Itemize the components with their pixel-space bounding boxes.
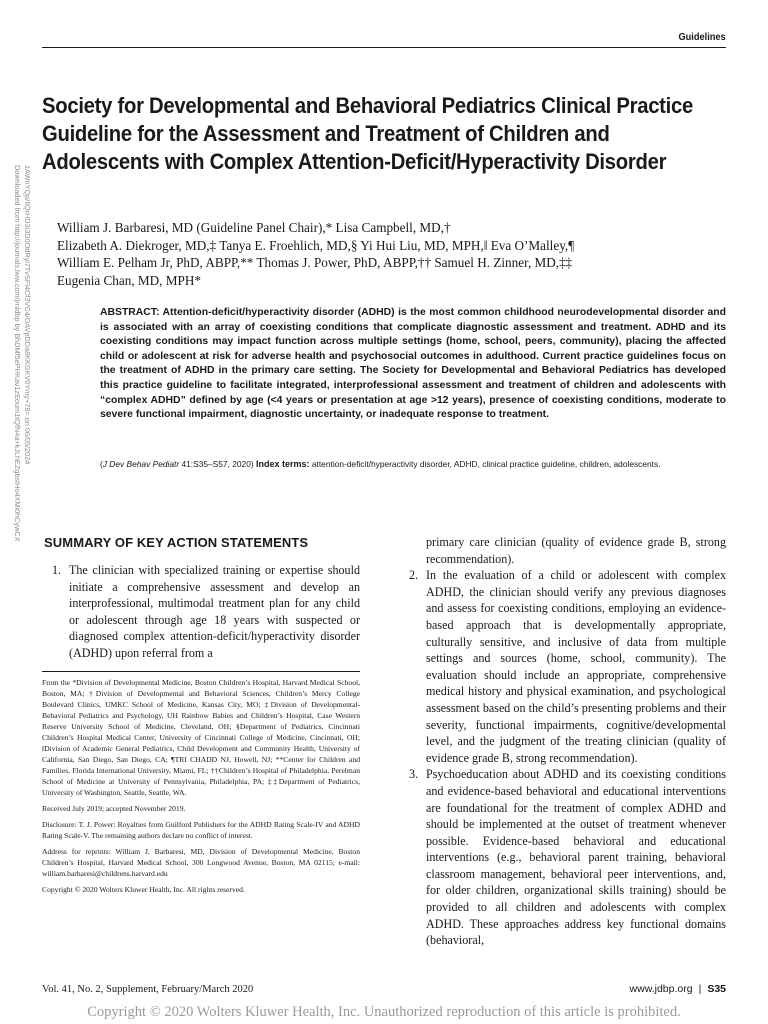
- key-action-statement-3: [409, 766, 726, 949]
- citation: (J Dev Behav Pediatr 41:S35–S57, 2020) Index terms: attention-deficit/hyperactivity disorder, ADHD, clinical practice guideline, children, adolescents.: [100, 459, 661, 469]
- header-rule: [42, 47, 726, 48]
- item-number: 3.: [409, 767, 419, 782]
- author-list: [57, 219, 737, 289]
- author-line: Eugenia Chan, MD, MPH*: [57, 272, 201, 288]
- abstract-label: ABSTRACT:: [100, 307, 160, 318]
- item-number: 1.: [52, 563, 62, 577]
- disclosure: Disclosure: T. J. Power: Royalties from Guilford Publishers for the ADHD Rating Scale-IV and ADHD Rating Scale-V. The remaining authors declare no conflict of interest.: [42, 820, 360, 840]
- download-watermark: [12, 165, 48, 605]
- item-text: In the evaluation of a child or adolescent with complex ADHD, the clinician should verify any previous diagnoses and assess for coexisting conditions, employing an evidence-based approach that is developmentally appropriate, culturally sensitive, and inclusive of data from multiple settings and sources (home, school, community). The evaluation should include an appropriate, comprehensive medical history and physical examination, and psychological assessment based on the child’s presenting problems and their severity, functional impairments, cognitive/developmental level, and the judgment of the treating clinician (quality of evidence grade B, strong recommendation).: [426, 568, 726, 765]
- footer-separator: |: [698, 983, 702, 995]
- footnotes: [42, 677, 360, 900]
- author-line: Elizabeth A. Diekroger, MD,‡ Tanya E. Froehlich, MD,§ Yi Hui Liu, MD, MPH,‖ Eva O’Malley,¶: [57, 237, 575, 253]
- article-title: Society for Developmental and Behavioral Pediatrics Clinical Practice Guideline for the Assessment and Treatment of Children and Adolescents with Complex Attention-Deficit/Hyperactivity Disorder: [42, 93, 693, 174]
- citation-details: 41:S35–S57, 2020): [181, 459, 254, 469]
- key-action-statement-1: [52, 562, 360, 662]
- item-text: The clinician with specialized training or expertise should initiate a comprehensive assessment and develop an interprofessional, multimodal treatment plan for any child or adolescent through age 18 years with suspected or diagnosed complex attention-deficit/hyperactivity disorder (ADHD) upon referral from a: [69, 563, 360, 660]
- abstract-text: Attention-deficit/hyperactivity disorder (ADHD) is the most common childhood neurodevelopmental disorder and is associated with an array of coexisting conditions that complicate diagnostic assessment and treatment. ADHD and its coexisting conditions may impact function across multiple settings (home, school, peers, community), placing the affected child or adolescent at risk for adverse health and psychosocial outcomes in adulthood. Current practice guidelines focus on the treatment of ADHD in the primary care setting. The Society for Developmental and Behavioral Pediatrics has developed this practice guideline to facilitate integrated, interprofessional assessment and treatment of children and adolescents with “complex ADHD” defined by age (<4 years or presentation at age >12 years), presence of coexisting conditions, moderate to severe functional impairment, diagnostic uncertainty, or inadequate response to treatment.: [100, 307, 726, 421]
- abstract: [100, 306, 726, 423]
- key-action-statement-1-continued: [409, 534, 726, 567]
- section-label: Guidelines: [678, 31, 726, 43]
- download-watermark-line-2: 1AWnYQp/IlQrHD3i3D0OdRyi7TvSFl4Cf3VC4/OAVpDDa8KKGKV0Ymy+78= on 06/05/2024: [23, 165, 32, 465]
- index-terms: attention-deficit/hyperactivity disorder, ADHD, clinical practice guideline, children, adolescents.: [311, 459, 661, 469]
- author-line: William J. Barbaresi, MD (Guideline Panel Chair),* Lisa Campbell, MD,†: [57, 220, 451, 235]
- footnote-rule: [42, 671, 360, 672]
- citation-journal: J Dev Behav Pediatr: [102, 459, 180, 469]
- right-column: [409, 534, 726, 949]
- copyright-notice: Copyright © 2020 Wolters Kluwer Health, Inc. Unauthorized reproduction of this article is prohibited.: [87, 1004, 681, 1020]
- received-date: Received July 2019; accepted November 2019.: [42, 804, 186, 813]
- left-column: [52, 562, 360, 662]
- footnote-copyright: Copyright © 2020 Wolters Kluwer Health, Inc. All rights reserved.: [42, 885, 245, 894]
- index-terms-label: Index terms:: [256, 459, 310, 469]
- item-number: 2.: [409, 568, 419, 583]
- page-footer: [630, 983, 726, 995]
- reprint-address: Address for reprints: William J. Barbaresi, MD, Division of Developmental Medicine, Boston Children’s Hospital, Harvard Medical School, 300 Longwood Avenue, Boston, MA 02115; e-mail: william.barbaresi@childrens.harvard.edu: [42, 847, 360, 878]
- item-text: Psychoeducation about ADHD and its coexisting conditions and evidence-based behavioral and educational interventions are foundational for the treatment of complex ADHD and should be implemented at the outset of treatment whenever possible. Evidence-based behavioral and educational interventions (e.g., behavioral parent training, behavioral classroom management, behavioral peer interventions, and, for older children, organizational skills training) should be provided to all children and adolescents with complex ADHD. These approaches address key functional domains (behavioral,: [426, 767, 726, 948]
- journal-website-link[interactable]: www.jdbp.org: [629, 983, 693, 995]
- key-action-statement-2: [409, 567, 726, 766]
- download-watermark-line-1: Downloaded from http://journals.lww.com/jrnldbp by BhDMf5ePHKav1zEoum1tQfN4a+kJLhEZgbsIHo4XMi0hCywCX: [13, 165, 22, 542]
- volume-info: Vol. 41, No. 2, Supplement, February/March 2020: [42, 984, 254, 995]
- item-text: primary care clinician (quality of evidence grade B, strong recommendation).: [426, 535, 726, 566]
- summary-heading: SUMMARY OF KEY ACTION STATEMENTS: [44, 535, 309, 550]
- page-number: S35: [707, 983, 726, 995]
- author-line: William E. Pelham Jr, PhD, ABPP,** Thomas J. Power, PhD, ABPP,†† Samuel H. Zinner, MD,‡‡: [57, 255, 573, 270]
- affiliations: From the *Division of Developmental Medicine, Boston Children’s Hospital, Harvard Medical School, Boston, MA; †Division of Developmental and Behavioral Sciences, Children’s Mercy College Boulevard Clinics, UMKC School of Medicine, Kansas City, MO; ‡Division of Developmental-Behavioral Pediatrics and Psychology, UH Rainbow Babies and Children’s Hospital, Case Western Reserve University School of Medicine, Cleveland, OH; §Department of Pediatrics, Cincinnati Children’s Hospital Medical Center, University of Cincinnati College of Medicine, Cincinnati, OH; ‖Division of Academic General Pediatrics, Child Development and Community Health, University of California, San Diego, San Diego, CA; ¶TRI CHADD NJ, Howell, NJ; **Center for Children and Families, Florida International University, Miami, FL; ††Children’s Hospital of Philadelphia, Perelman School of Medicine at University of Pennsylvania, Philadelphia, PA; ‡‡Department of Pediatrics, University of Washington, Seattle, Seattle, WA.: [42, 678, 360, 797]
